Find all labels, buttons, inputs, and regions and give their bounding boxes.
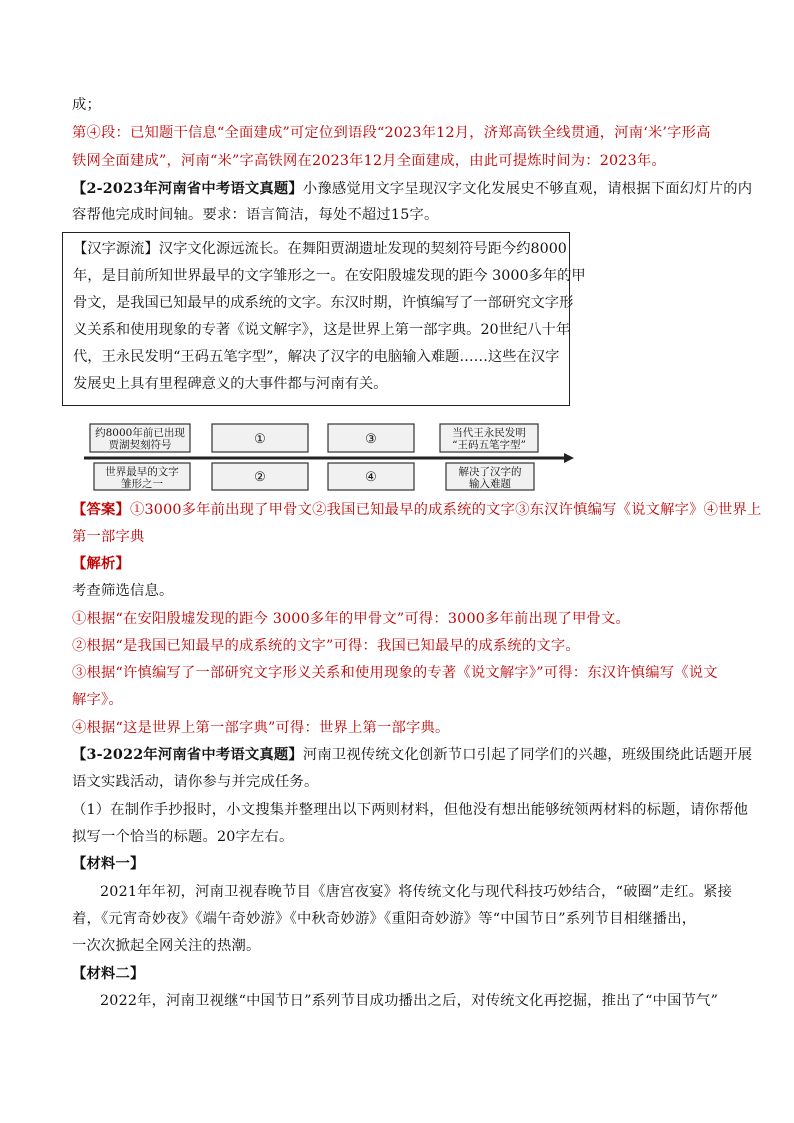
analysis-text: ②根据“是我国已知最早的成系统的文字”可得：我国已知最早的成系统的文字。 (72, 638, 580, 654)
timeline-label: 输入难题 (469, 478, 511, 490)
analysis-text: 考查筛选信息。 (72, 583, 174, 599)
question-text: 容帮他完成时间轴。要求：语言简洁，每处不超过15字。 (72, 207, 439, 223)
material-text: 着，《元宵奇妙夜》《端午奇妙游》《中秋奇妙游》《重阳奇妙游》等“中国节日”系列节目相继播出， (72, 911, 697, 927)
question-heading (72, 179, 753, 199)
analysis-text: ④根据“这是世界上第一部字典”可得：世界上第一部字典。 (72, 720, 450, 736)
question-heading (72, 745, 753, 765)
box-line: 【汉字源流】汉字文化源远流长。在舞阳贾湖遗址发现的契刻符号距今约8000 (73, 241, 567, 257)
answer-line (72, 500, 762, 520)
source-text-box (62, 232, 586, 406)
analysis-tag: 【解析】 (72, 556, 130, 572)
explanation-line: 第④段：已知题干信息“全面建成”可定位到语段“2023年12月，济郑高铁全线贯通，河南‘米’字形高 (72, 125, 711, 141)
question-tag: 【2-2023年河南省中考语文真题】 (72, 181, 303, 197)
analysis-text: ③根据“许慎编写了一部研究文字形义关系和使用现象的专著《说文解字》”可得：东汉许慎编写《说文 (72, 665, 718, 681)
box-line: 骨文，是我国已知最早的成系统的文字。东汉时期，许慎编写了一部研究文字形 (73, 295, 574, 311)
question-text: 拟写一个恰当的标题。20字左右。 (72, 829, 294, 845)
analysis-text: ①根据“在安阳殷墟发现的距今 3000多年的甲骨文”可得：3000多年前出现了甲骨文。 (72, 611, 631, 627)
box-line: 年，是目前所知世界最早的文字雏形之一。在安阳殷墟发现的距今 3000多年的甲 (73, 268, 586, 284)
timeline-label: 约8000年前已出现 (95, 427, 185, 439)
timeline-arrowhead (564, 453, 574, 463)
material-text: 2022年，河南卫视继“中国节日”系列节目成功播出之后，对传统文化再挖掘，推出了“中国节气” (100, 993, 719, 1009)
question-tag: 【3-2022年河南省中考语文真题】 (72, 747, 303, 763)
analysis-text: 解字》。 (72, 692, 123, 708)
timeline-label: 解决了汉字的 (458, 466, 522, 478)
question-text: 河南卫视传统文化创新节口引起了同学们的兴趣，班级围绕此话题开展 (302, 747, 753, 763)
material-text: 一次次掀起全网关注的热潮。 (72, 938, 261, 954)
text-line: 成； (72, 97, 101, 113)
timeline-diagram (84, 420, 574, 492)
box-line: 发展史上具有里程碑意义的大事件都与河南有关。 (73, 376, 388, 392)
timeline-label: 当代王永民发明 (452, 427, 526, 439)
timeline-blank-label: ③ (365, 432, 377, 447)
timeline-blank-label: ② (254, 470, 266, 485)
question-text: （1）在制作手抄报时，小文搜集并整理出以下两则材料，但他没有想出能够统领两材料的标题，请你帮他 (72, 802, 749, 818)
material-text: 2021年年初，河南卫视春晚节目《唐宫夜宴》将传统文化与现代科技巧妙结合，“破圈”走红。紧接 (100, 884, 733, 900)
timeline-blank-label: ① (254, 432, 266, 447)
timeline-label: “王码五笔字型” (452, 439, 526, 451)
answer-tag: 【答案】 (72, 502, 130, 518)
question-text: 语文实践活动，请你参与并完成任务。 (72, 774, 319, 790)
question-text: 小豫感觉用文字呈现汉字文化发展史不够直观，请根据下面幻灯片的内 (302, 181, 753, 197)
timeline-label: 贾湖契刻符号 (108, 439, 172, 451)
material-heading: 【材料一】 (72, 856, 145, 872)
box-line: 义关系和使用现象的专著《说文解字》，这是世界上第一部字典。20世纪八十年 (73, 322, 571, 338)
timeline-label: 雏形之一 (121, 478, 163, 490)
answer-text: ①3000多年前出现了甲骨文②我国已知最早的成系统的文字③东汉许慎编写《说文解字》④世界上 (130, 502, 762, 518)
box-line: 代，王永民发明“王码五笔字型”，解决了汉字的电脑输入难题……这些在汉字 (73, 349, 560, 365)
material-heading: 【材料二】 (72, 966, 145, 982)
timeline-label: 世界最早的文字 (105, 466, 179, 478)
explanation-line: 铁网全面建成”，河南“米”字高铁网在2023年12月全面建成，由此可提炼时间为：2023年。 (72, 153, 666, 169)
answer-text: 第一部字典 (72, 529, 145, 545)
timeline-blank-label: ④ (365, 470, 377, 485)
